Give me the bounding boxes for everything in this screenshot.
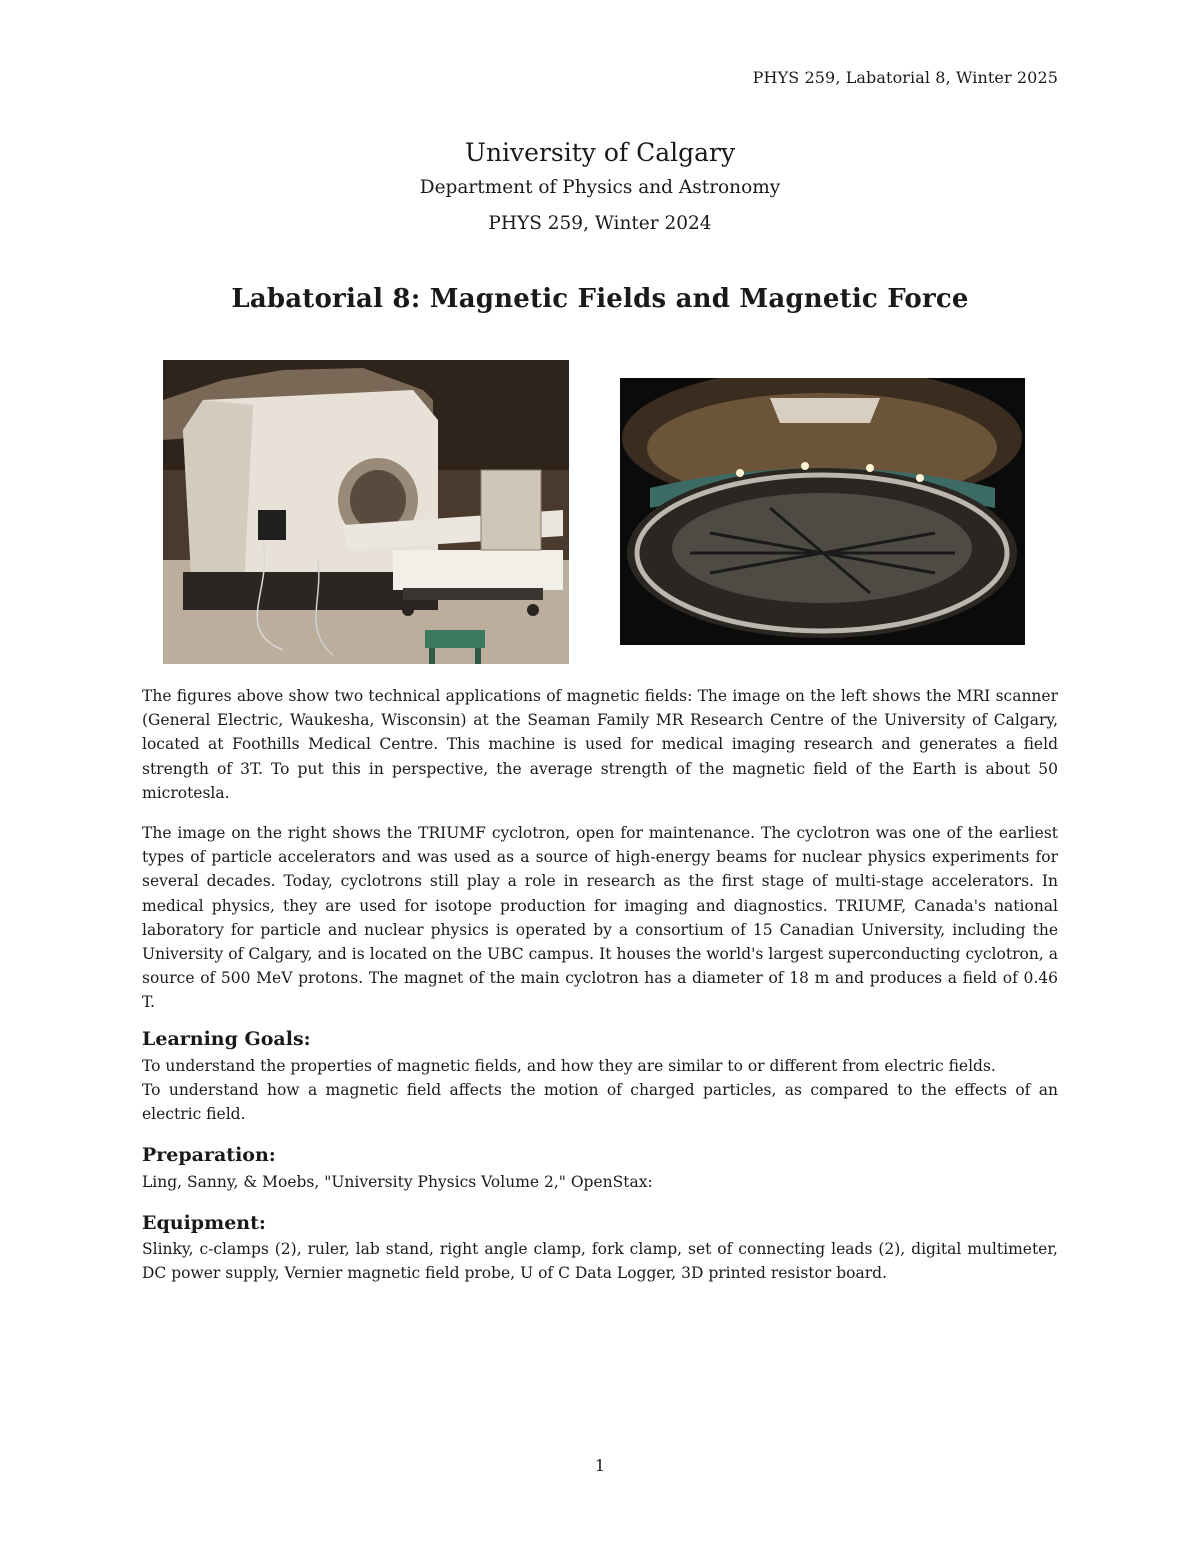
lab-title: Labatorial 8: Magnetic Fields and Magnetic Force — [231, 284, 969, 314]
preparation-heading: Preparation: — [142, 1144, 276, 1166]
mri-scanner-photo — [163, 360, 569, 664]
university-name: University of Calgary — [464, 138, 736, 167]
title-block — [0, 136, 1200, 238]
intro-paragraph-cyclotron: The image on the right shows the TRIUMF cyclotron, open for maintenance. The cyclotron was one of the earliest types of particle accelerators and was used as a source of high-energy beams for nuclear physics experiments for several decades. Today, cyclotrons still play a role in research as the first stage of multi-stage accelerators. In medical physics, they are used for isotope production for imaging and diagnostics. TRIUMF, Canada's national laboratory for particle and nuclear physics is operated by a consortium of 15 Canadian University, including the University of Calgary, and is located on the UBC campus. It houses the world's largest superconducting cyclotron, a source of 500 MeV protons. The magnet of the main cyclotron has a diameter of 18 m and produces a field of 0.46 T. — [142, 824, 1058, 1012]
learning-goals-heading: Learning Goals: — [142, 1028, 311, 1050]
preparation-text: Ling, Sanny, & Moebs, "University Physics Volume 2," OpenStax: — [142, 1173, 653, 1191]
equipment-text: Slinky, c-clamps (2), ruler, lab stand, right angle clamp, fork clamp, set of connecting leads (2), digital multimeter, DC power supply, Vernier magnetic field probe, U of C Data Logger, 3D printed resistor board. — [142, 1240, 1058, 1283]
department-name: Department of Physics and Astronomy — [419, 177, 781, 198]
running-header: PHYS 259, Labatorial 8, Winter 2025 — [752, 68, 1058, 87]
cyclotron-photo — [620, 378, 1025, 645]
course-term: PHYS 259, Winter 2024 — [488, 213, 712, 234]
mri-scanner-illustration — [163, 360, 569, 664]
intro-paragraph-mri: The figures above show two technical applications of magnetic fields: The image on the left shows the MRI scanner (General Electric, Waukesha, Wisconsin) at the Seaman Family MR Research Centre of the University of Calgary, located at Foothills Medical Centre. This machine is used for medical imaging research and generates a field strength of 3T. To put this in perspective, the average strength of the magnetic field of the Earth is about 50 microtesla. — [142, 687, 1058, 802]
equipment-heading: Equipment: — [142, 1212, 266, 1234]
page-number: 1 — [594, 1456, 606, 1475]
cyclotron-illustration — [620, 378, 1025, 645]
learning-goal-item: To understand the properties of magnetic fields, and how they are similar to or different from electric fields. — [142, 1057, 996, 1075]
learning-goal-item: To understand how a magnetic field affects the motion of charged particles, as compared to the effects of an electric field. — [142, 1081, 1058, 1124]
learning-goals-list — [142, 1054, 1058, 1127]
